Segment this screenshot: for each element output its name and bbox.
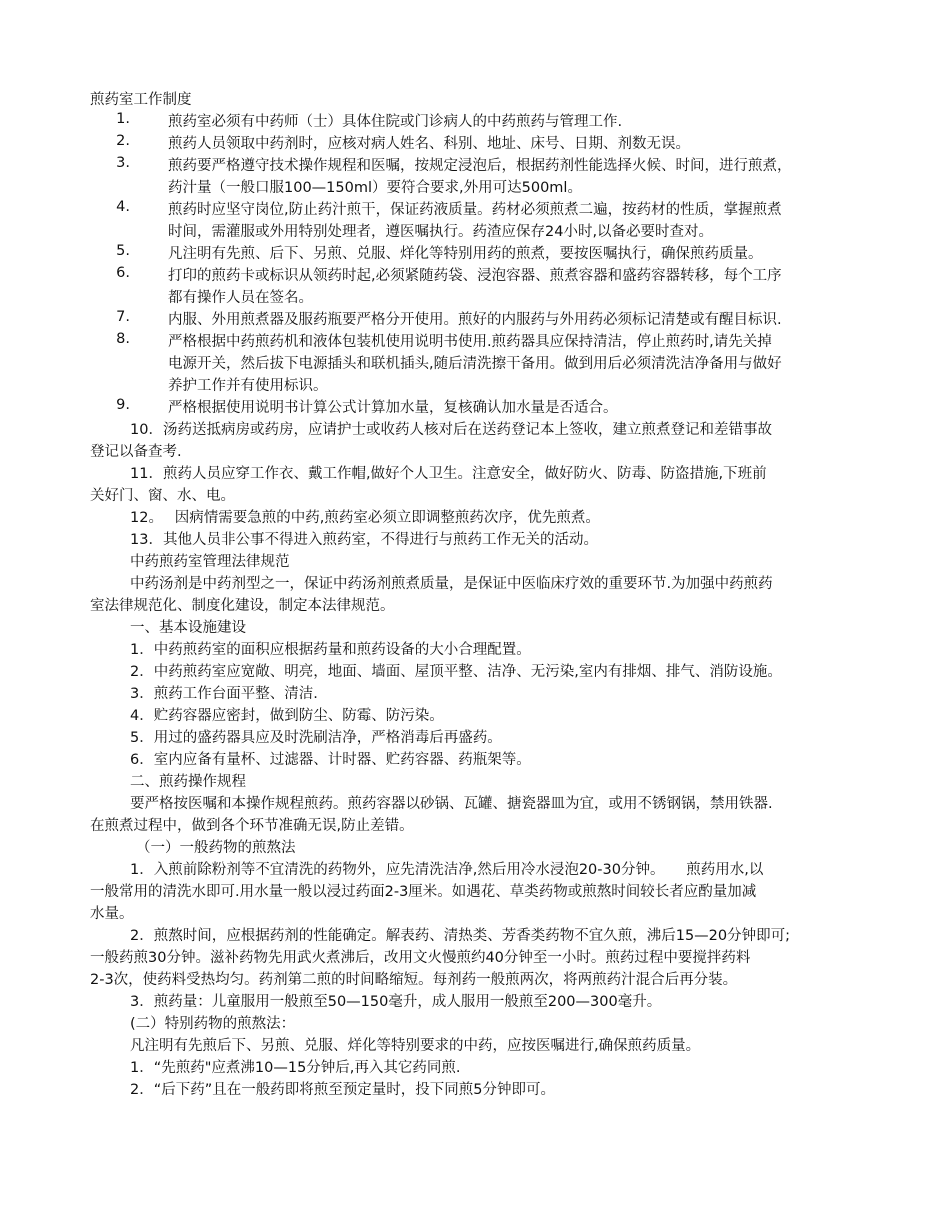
rule-text: 严格根据使用说明书计算公式计算加水量，复核确认加水量是否适合。 [168, 400, 618, 416]
rule-number: 6. [116, 265, 130, 281]
doc-title: 煎药室工作制度 [90, 92, 192, 108]
rule-text: 凡注明有先煎、后下、另煎、兑服、烊化等特别用药的煎煮，要按医嘱执行，确保煎药质量。 [168, 246, 763, 262]
sub2-list [90, 1057, 860, 1101]
rule-text: 内服、外用煎煮器及服药瓶要严格分开使用。煎好的内服药与外用药必须标记清楚或有醒目标识. [168, 312, 782, 328]
facilities-list [90, 639, 860, 771]
list-item: 2．“后下药”且在一般药即将煎至预定量时，投下同煎5分钟即可。 [130, 1082, 555, 1098]
rule-paragraph: 13．其他人员非公事不得进入煎药室，不得进行与煎药工作无关的活动。 [130, 532, 598, 548]
subsection-heading: （一）一般药物的煎熬法 [136, 840, 296, 856]
intro-paragraph [90, 573, 860, 617]
rule-number: 8. [116, 331, 130, 347]
rule-paragraph [90, 419, 860, 463]
paragraph-line: 11．煎药人员应穿工作衣、戴工作帽,做好个人卫生。注意安全，做好防火、防毒、防盗措施,下班前 [130, 466, 767, 482]
section-heading: 中药煎药室管理法律规范 [130, 554, 290, 570]
rule-number: 5. [116, 243, 130, 259]
list-item: 1．“先煎药"应煮沸10—15分钟后,再入其它药同煎. [130, 1060, 461, 1076]
paragraph-line: 中药汤剂是中药剂型之一，保证中药汤剂煎煮质量，是保证中医临床疗效的重要环节.为加强中药煎药 [130, 576, 773, 592]
rule-text: 打印的煎药卡或标识从领药时起,必须紧随药袋、浸泡容器、煎煮容器和盛药容器转移，每个工序 [168, 268, 782, 284]
part-heading: 一、基本设施建设 [130, 620, 246, 636]
paragraph-line: 在煎煮过程中，做到各个环节准确无误,防止差错。 [90, 818, 414, 834]
rule-text: 时间，需灌服或外用特别处理者，遵医嘱执行。药渣应保存24小时,以备必要时查对。 [168, 224, 714, 240]
rule-number: 2. [116, 133, 130, 149]
rule-text: 药汁量（一般口服100—150ml）要符合要求,外用可达500ml。 [168, 180, 582, 196]
rule-item [90, 133, 860, 155]
paragraph-line: 水量。 [90, 906, 134, 922]
rule-text: 都有操作人员在签名。 [168, 290, 313, 306]
list-item [90, 859, 860, 925]
paragraph-line: 要严格按医嘱和本操作规程煎药。煎药容器以砂锅、瓦罐、搪瓷器皿为宜，或用不锈钢锅，禁用铁器. [130, 796, 773, 812]
rule-text: 煎药要严格遵守技术操作规程和医嘱，按规定浸泡后，根据药剂性能选择火候、时间，进行煎煮， [168, 158, 792, 174]
rule-item [90, 243, 860, 265]
rule-item [90, 309, 860, 331]
list-item: 6．室内应备有量杯、过滤器、计时器、贮药容器、药瓶架等。 [130, 752, 531, 768]
rule-item [90, 397, 860, 419]
rule-number: 9. [116, 397, 130, 413]
list-item: 5．用过的盛药器具应及时洗刷洁净，严格消毒后再盛药。 [130, 730, 502, 746]
rule-item [90, 199, 860, 243]
paragraph-line: 一般常用的清洗水即可.用水量一般以浸过药面2-3厘米。如遇花、草类药物或煎熬时间较长者应酌量加减 [90, 884, 757, 900]
rule-number: 3. [116, 155, 130, 171]
list-item: 2．中药煎药室应宽敞、明亮，地面、墙面、屋顶平整、洁净、无污染,室内有排烟、排气、消防设施。 [130, 664, 782, 680]
paragraph-line: 关好门、窗、水、电。 [90, 488, 235, 504]
subsection-heading: (二）特别药物的煎熬法： [130, 1016, 296, 1032]
paragraph-line: 10．汤药送抵病房或药房，应请护士或收药人核对后在送药登记本上签收，建立煎煮登记和差错事故 [130, 422, 772, 438]
rule-paragraph [90, 463, 860, 507]
part-heading: 二、煎药操作规程 [130, 774, 246, 790]
document-body [90, 89, 860, 1101]
rule-number: 4. [116, 199, 130, 215]
rule-item [90, 111, 860, 133]
paragraph-line: 一般药煎30分钟。滋补药物先用武火煮沸后，改用文火慢煎约40分钟至一小时。煎药过程中要搅拌药料 [90, 950, 751, 966]
rule-number: 1. [116, 111, 130, 127]
list-item: 3．煎药工作台面平整、清洁. [130, 686, 318, 702]
rule-text: 电源开关，然后拔下电源插头和联机插头,随后清洗擦干备用。做到用后必须清洗洁净备用与做好 [168, 356, 782, 372]
rules-list [90, 111, 860, 419]
paragraph-line: 2-3次，使药料受热均匀。药剂第二煎的时间略缩短。每剂药一般煎两次，将两煎药汁混合后再分装。 [90, 972, 738, 988]
rule-text: 煎药人员领取中药剂时，应核对病人姓名、科别、地址、床号、日期、剂数无误。 [168, 136, 690, 152]
rule-paragraph: 12。 因病情需要急煎的中药,煎药室必须立即调整煎药次序，优先煎煮。 [130, 510, 600, 526]
list-item: 3．煎药量：儿童服用一般煎至50—150毫升，成人服用一般煎至200—300毫升。 [130, 994, 662, 1010]
paragraph-line: 1．入煎前除粉剂等不宜清洗的药物外，应先清洗洁净,然后用冷水浸泡20-30分钟。 煎药用水,以 [130, 862, 764, 878]
list-item [90, 925, 860, 991]
list-item: 4．贮药容器应密封，做到防尘、防霉、防污染。 [130, 708, 444, 724]
sub1-list [90, 859, 860, 1013]
rule-text: 煎药时应坚守岗位,防止药汁煎干，保证药液质量。药材必须煎煮二遍，按药材的性质，掌握煎煮 [168, 202, 782, 218]
rule-text: 严格根据中药煎药机和液体包装机使用说明书使用.煎药器具应保持清洁，停止煎药时,请先关掉 [168, 334, 772, 350]
list-item: 1．中药煎药室的面积应根据药量和煎药设备的大小合理配置。 [130, 642, 531, 658]
paragraph-line: 登记以备查考. [90, 444, 182, 460]
part2-intro [90, 793, 860, 837]
rules-tail [90, 419, 860, 551]
sub2-intro: 凡注明有先煎后下、另煎、兑服、烊化等特别要求的中药，应按医嘱进行,确保煎药质量。 [130, 1038, 701, 1054]
rule-item [90, 155, 860, 199]
rule-number: 7. [116, 309, 130, 325]
rule-text: 养护工作并有使用标识。 [168, 378, 328, 394]
rule-item [90, 331, 860, 397]
paragraph-line: 2．煎熬时间，应根据药剂的性能确定。解表药、清热类、芳香类药物不宜久煎，沸后15—20分钟即可; [130, 928, 791, 944]
rule-text: 煎药室必须有中药师（士）具体住院或门诊病人的中药煎药与管理工作. [168, 114, 623, 130]
rule-item [90, 265, 860, 309]
paragraph-line: 室法律规范化、制度化建设，制定本法律规范。 [90, 598, 395, 614]
